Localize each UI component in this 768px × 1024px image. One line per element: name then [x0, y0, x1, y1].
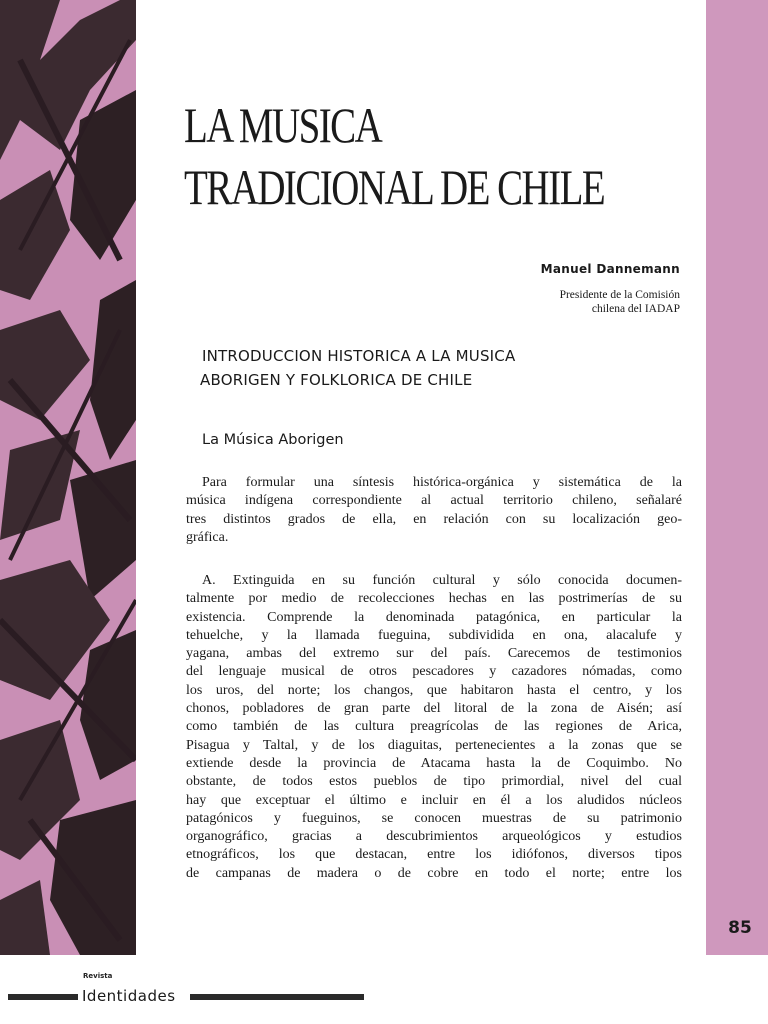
paragraph-line: chonos, pobladores de gran parte del litoral de la zona de Aisén; así: [186, 701, 682, 717]
paragraph-line: patagónicos y fueguinos, se conocen muestras de su patrimonio: [186, 810, 682, 826]
decorative-art-strip: [0, 0, 136, 955]
footer-rule-right: [190, 994, 364, 1000]
title-line-2: TRADICIONAL DE CHILE: [184, 159, 605, 215]
section-heading: [202, 344, 672, 392]
paragraph-line: talmente por medio de recolecciones hechas en las postrimerías de su: [186, 591, 682, 607]
affiliation-line-2: chilena del IADAP: [591, 303, 680, 315]
paragraph-line: extiende desde la provincia de Atacama hasta la de Coquimbo. No: [186, 755, 682, 771]
paragraph-line: yagana, ambas del extremo sur del país. Carecemos de testimonios: [186, 646, 682, 662]
paragraph-2: [186, 572, 682, 883]
decorative-right-strip: [706, 0, 768, 955]
article-title: [184, 94, 605, 218]
paragraph-1: [186, 474, 682, 547]
section-heading-line-1: INTRODUCCION HISTORICA A LA MUSICA: [202, 347, 516, 365]
author-name: Manuel Dannemann: [540, 262, 680, 276]
paragraph-line: A. Extinguida en su función cultural y sólo conocida documen-: [202, 573, 682, 588]
paragraph-line: organográfico, gracias a descubrimientos arqueológicos y estudios: [186, 829, 682, 845]
paragraph-line: del lenguaje musical de otros pescadores y cazadores nómadas, como: [186, 664, 682, 680]
paragraph-line: música indígena correspondiente al actual territorio chileno, señalaré: [186, 493, 682, 509]
page-number: 85: [728, 918, 752, 938]
paragraph-line: gráfica.: [186, 529, 229, 545]
section-heading-line-2: ABORIGEN Y FOLKLORICA DE CHILE: [200, 371, 473, 389]
paragraph-line: existencia. Comprende la denominada patagónica, en particular la: [186, 609, 682, 625]
paragraph-line: Pisagua y Taltal, y de los diaguitas, pertenecientes a la zonas que se: [186, 737, 682, 753]
footer-label: Identidades: [82, 987, 176, 1005]
author-affiliation: [560, 288, 680, 316]
paragraph-line: tehuelche, y la llamada fueguina, subdividida en ona, alacalufe y: [186, 627, 682, 643]
affiliation-line-1: Presidente de la Comisión: [559, 289, 680, 301]
paragraph-line: como también de las cultura preagrícolas de las regiones de Arica,: [186, 719, 682, 735]
paragraph-line: los uros, del norte; los changos, que habitaron hasta el centro, y los: [186, 682, 682, 698]
paragraph-line: Para formular una síntesis histórica-orgánica y sistemática de la: [202, 475, 682, 490]
subheading: La Música Aborigen: [202, 432, 344, 448]
footer-small-label: Revista: [83, 972, 113, 980]
abstract-artwork: [0, 0, 136, 955]
footer-rule-left: [8, 994, 78, 1000]
paragraph-line: etnográficos, los que destacan, entre los idiófonos, diversos tipos: [186, 847, 682, 863]
paragraph-line: de campanas de madera o de cobre en todo el norte; entre los: [186, 865, 682, 881]
paragraph-line: obstante, de todos estos pueblos de tipo primordial, nivel del cual: [186, 774, 682, 790]
title-line-1: LA MUSICA: [184, 97, 382, 153]
paragraph-line: tres distintos grados de ella, en relación con su localización geo-: [186, 511, 682, 527]
paragraph-line: hay que exceptuar el último e incluir en él a los aludidos núcleos: [186, 792, 682, 808]
